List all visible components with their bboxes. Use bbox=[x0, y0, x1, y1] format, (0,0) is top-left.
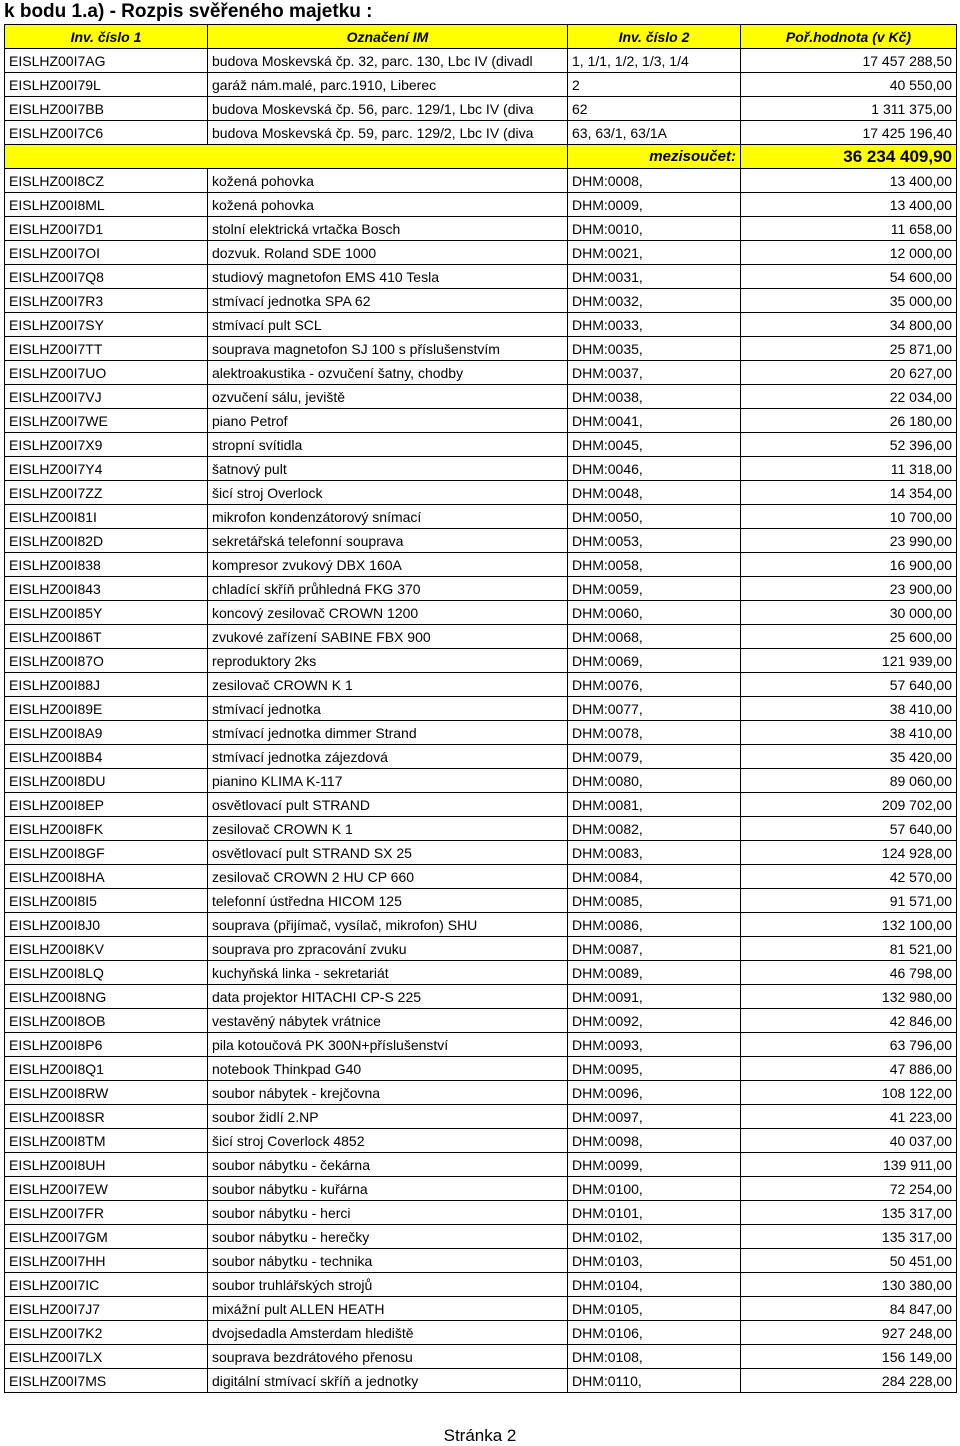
cell-value: 124 928,00 bbox=[741, 841, 957, 865]
cell-name: soubor nábytku - technika bbox=[208, 1249, 568, 1273]
cell-value: 23 900,00 bbox=[741, 577, 957, 601]
cell-value: 108 122,00 bbox=[741, 1081, 957, 1105]
cell-name: šicí stroj Coverlock 4852 bbox=[208, 1129, 568, 1153]
item-row bbox=[5, 169, 957, 193]
cell-name: zvukové zařízení SABINE FBX 900 bbox=[208, 625, 568, 649]
cell-value: 16 900,00 bbox=[741, 553, 957, 577]
cell-inv1: EISLHZ00I7Y4 bbox=[5, 457, 208, 481]
item-row bbox=[5, 1057, 957, 1081]
cell-value: 11 658,00 bbox=[741, 217, 957, 241]
cell-name: soubor nábytku - kuřárna bbox=[208, 1177, 568, 1201]
cell-inv2: DHM:0021, bbox=[568, 241, 741, 265]
item-row bbox=[5, 1009, 957, 1033]
cell-value: 41 223,00 bbox=[741, 1105, 957, 1129]
cell-inv1: EISLHZ00I8Q1 bbox=[5, 1057, 208, 1081]
building-row bbox=[5, 97, 957, 121]
cell-value: 156 149,00 bbox=[741, 1345, 957, 1369]
item-row bbox=[5, 193, 957, 217]
cell-inv1: EISLHZ00I7ZZ bbox=[5, 481, 208, 505]
cell-name: studiový magnetofon EMS 410 Tesla bbox=[208, 265, 568, 289]
item-row bbox=[5, 529, 957, 553]
cell-value: 35 420,00 bbox=[741, 745, 957, 769]
cell-inv2: DHM:0037, bbox=[568, 361, 741, 385]
item-row bbox=[5, 433, 957, 457]
cell-inv1: EISLHZ00I7X9 bbox=[5, 433, 208, 457]
cell-name: pila kotoučová PK 300N+příslušenství bbox=[208, 1033, 568, 1057]
item-row bbox=[5, 217, 957, 241]
cell-inv2: DHM:0048, bbox=[568, 481, 741, 505]
item-row bbox=[5, 961, 957, 985]
item-row bbox=[5, 481, 957, 505]
cell-inv1: EISLHZ00I8J0 bbox=[5, 913, 208, 937]
cell-inv2: DHM:0009, bbox=[568, 193, 741, 217]
cell-value: 91 571,00 bbox=[741, 889, 957, 913]
item-row bbox=[5, 937, 957, 961]
item-row bbox=[5, 1345, 957, 1369]
cell-value: 11 318,00 bbox=[741, 457, 957, 481]
item-row bbox=[5, 1249, 957, 1273]
cell-name: stmívací pult SCL bbox=[208, 313, 568, 337]
cell-inv2: DHM:0098, bbox=[568, 1129, 741, 1153]
cell-inv1: EISLHZ00I8P6 bbox=[5, 1033, 208, 1057]
cell-inv1: EISLHZ00I7AG bbox=[5, 49, 208, 73]
cell-value: 25 600,00 bbox=[741, 625, 957, 649]
cell-value: 52 396,00 bbox=[741, 433, 957, 457]
cell-inv2: DHM:0053, bbox=[568, 529, 741, 553]
item-row bbox=[5, 313, 957, 337]
cell-value: 57 640,00 bbox=[741, 673, 957, 697]
subtotal-label: mezisoučet: bbox=[568, 145, 741, 169]
item-row bbox=[5, 625, 957, 649]
cell-value: 209 702,00 bbox=[741, 793, 957, 817]
cell-value: 13 400,00 bbox=[741, 169, 957, 193]
cell-value: 89 060,00 bbox=[741, 769, 957, 793]
cell-name: sekretářská telefonní souprava bbox=[208, 529, 568, 553]
cell-value: 22 034,00 bbox=[741, 385, 957, 409]
cell-inv1: EISLHZ00I8FK bbox=[5, 817, 208, 841]
cell-inv1: EISLHZ00I8HA bbox=[5, 865, 208, 889]
cell-value: 132 980,00 bbox=[741, 985, 957, 1009]
cell-inv1: EISLHZ00I8UH bbox=[5, 1153, 208, 1177]
item-row bbox=[5, 649, 957, 673]
cell-name: piano Petrof bbox=[208, 409, 568, 433]
item-row bbox=[5, 1321, 957, 1345]
cell-value: 30 000,00 bbox=[741, 601, 957, 625]
cell-inv1: EISLHZ00I7R3 bbox=[5, 289, 208, 313]
cell-inv2: DHM:0093, bbox=[568, 1033, 741, 1057]
cell-inv1: EISLHZ00I82D bbox=[5, 529, 208, 553]
cell-inv1: EISLHZ00I7J7 bbox=[5, 1297, 208, 1321]
cell-value: 84 847,00 bbox=[741, 1297, 957, 1321]
cell-value: 17 457 288,50 bbox=[741, 49, 957, 73]
item-row bbox=[5, 1081, 957, 1105]
cell-inv1: EISLHZ00I8OB bbox=[5, 1009, 208, 1033]
cell-value: 42 570,00 bbox=[741, 865, 957, 889]
cell-inv2: DHM:0078, bbox=[568, 721, 741, 745]
cell-inv1: EISLHZ00I7LX bbox=[5, 1345, 208, 1369]
item-row bbox=[5, 841, 957, 865]
cell-inv2: DHM:0045, bbox=[568, 433, 741, 457]
item-row bbox=[5, 361, 957, 385]
cell-inv1: EISLHZ00I7D1 bbox=[5, 217, 208, 241]
cell-name: soubor truhlářských strojů bbox=[208, 1273, 568, 1297]
cell-value: 14 354,00 bbox=[741, 481, 957, 505]
cell-name: šicí stroj Overlock bbox=[208, 481, 568, 505]
cell-inv1: EISLHZ00I7HH bbox=[5, 1249, 208, 1273]
cell-name: souprava pro zpracování zvuku bbox=[208, 937, 568, 961]
cell-name: zesilovač CROWN K 1 bbox=[208, 673, 568, 697]
cell-name: budova Moskevská čp. 56, parc. 129/1, Lbc IV (diva bbox=[208, 97, 568, 121]
cell-name: notebook Thinkpad G40 bbox=[208, 1057, 568, 1081]
cell-value: 927 248,00 bbox=[741, 1321, 957, 1345]
cell-inv1: EISLHZ00I7TT bbox=[5, 337, 208, 361]
cell-inv1: EISLHZ00I8I5 bbox=[5, 889, 208, 913]
cell-inv2: DHM:0085, bbox=[568, 889, 741, 913]
cell-inv2: DHM:0060, bbox=[568, 601, 741, 625]
item-row bbox=[5, 817, 957, 841]
cell-inv2: DHM:0086, bbox=[568, 913, 741, 937]
cell-inv1: EISLHZ00I7C6 bbox=[5, 121, 208, 145]
item-row bbox=[5, 1177, 957, 1201]
column-header-inv1: Inv. číslo 1 bbox=[5, 25, 208, 49]
asset-table bbox=[4, 24, 957, 1393]
cell-value: 23 990,00 bbox=[741, 529, 957, 553]
cell-name: stmívací jednotka bbox=[208, 697, 568, 721]
item-row bbox=[5, 1297, 957, 1321]
item-row bbox=[5, 385, 957, 409]
cell-name: chladící skříň průhledná FKG 370 bbox=[208, 577, 568, 601]
cell-name: souprava magnetofon SJ 100 s příslušenstvím bbox=[208, 337, 568, 361]
cell-inv1: EISLHZ00I7GM bbox=[5, 1225, 208, 1249]
cell-inv2: DHM:0046, bbox=[568, 457, 741, 481]
item-row bbox=[5, 553, 957, 577]
cell-value: 35 000,00 bbox=[741, 289, 957, 313]
cell-inv2: DHM:0050, bbox=[568, 505, 741, 529]
cell-name: zesilovač CROWN 2 HU CP 660 bbox=[208, 865, 568, 889]
cell-name: garáž nám.malé, parc.1910, Liberec bbox=[208, 73, 568, 97]
cell-value: 1 311 375,00 bbox=[741, 97, 957, 121]
item-row bbox=[5, 289, 957, 313]
cell-name: telefonní ústředna HICOM 125 bbox=[208, 889, 568, 913]
cell-name: dozvuk. Roland SDE 1000 bbox=[208, 241, 568, 265]
cell-name: kuchyňská linka - sekretariát bbox=[208, 961, 568, 985]
cell-inv1: EISLHZ00I8NG bbox=[5, 985, 208, 1009]
item-row bbox=[5, 505, 957, 529]
cell-inv2: DHM:0095, bbox=[568, 1057, 741, 1081]
cell-inv2: DHM:0096, bbox=[568, 1081, 741, 1105]
cell-inv2: DHM:0097, bbox=[568, 1105, 741, 1129]
cell-value: 72 254,00 bbox=[741, 1177, 957, 1201]
cell-value: 25 871,00 bbox=[741, 337, 957, 361]
cell-inv1: EISLHZ00I8TM bbox=[5, 1129, 208, 1153]
cell-name: soubor židlí 2.NP bbox=[208, 1105, 568, 1129]
cell-inv2: 63, 63/1, 63/1A bbox=[568, 121, 741, 145]
cell-inv1: EISLHZ00I87O bbox=[5, 649, 208, 673]
subtotal-spacer bbox=[5, 145, 568, 169]
cell-name: vestavěný nábytek vrátnice bbox=[208, 1009, 568, 1033]
cell-inv2: DHM:0069, bbox=[568, 649, 741, 673]
cell-inv1: EISLHZ00I7SY bbox=[5, 313, 208, 337]
cell-inv2: DHM:0035, bbox=[568, 337, 741, 361]
cell-name: stmívací jednotka SPA 62 bbox=[208, 289, 568, 313]
item-row bbox=[5, 1225, 957, 1249]
cell-inv2: DHM:0083, bbox=[568, 841, 741, 865]
cell-value: 57 640,00 bbox=[741, 817, 957, 841]
cell-value: 54 600,00 bbox=[741, 265, 957, 289]
cell-inv2: 1, 1/1, 1/2, 1/3, 1/4 bbox=[568, 49, 741, 73]
cell-inv1: EISLHZ00I7MS bbox=[5, 1369, 208, 1393]
building-row bbox=[5, 49, 957, 73]
cell-name: souprava (přijímač, vysílač, mikrofon) SHU bbox=[208, 913, 568, 937]
cell-inv1: EISLHZ00I838 bbox=[5, 553, 208, 577]
cell-name: souprava bezdrátového přenosu bbox=[208, 1345, 568, 1369]
cell-name: dvojsedadla Amsterdam hlediště bbox=[208, 1321, 568, 1345]
item-row bbox=[5, 1369, 957, 1393]
cell-inv1: EISLHZ00I8GF bbox=[5, 841, 208, 865]
cell-inv1: EISLHZ00I7FR bbox=[5, 1201, 208, 1225]
cell-inv2: 2 bbox=[568, 73, 741, 97]
item-row bbox=[5, 697, 957, 721]
cell-name: soubor nábytku - čekárna bbox=[208, 1153, 568, 1177]
cell-inv2: DHM:0032, bbox=[568, 289, 741, 313]
cell-inv2: DHM:0082, bbox=[568, 817, 741, 841]
cell-inv1: EISLHZ00I8B4 bbox=[5, 745, 208, 769]
cell-inv2: DHM:0041, bbox=[568, 409, 741, 433]
item-row bbox=[5, 337, 957, 361]
item-row bbox=[5, 1273, 957, 1297]
cell-inv2: DHM:0104, bbox=[568, 1273, 741, 1297]
item-row bbox=[5, 889, 957, 913]
cell-inv2: DHM:0031, bbox=[568, 265, 741, 289]
cell-inv2: DHM:0038, bbox=[568, 385, 741, 409]
cell-inv1: EISLHZ00I7EW bbox=[5, 1177, 208, 1201]
cell-inv1: EISLHZ00I843 bbox=[5, 577, 208, 601]
cell-inv2: DHM:0087, bbox=[568, 937, 741, 961]
cell-inv1: EISLHZ00I88J bbox=[5, 673, 208, 697]
cell-inv1: EISLHZ00I89E bbox=[5, 697, 208, 721]
cell-name: ozvučení sálu, jeviště bbox=[208, 385, 568, 409]
cell-value: 20 627,00 bbox=[741, 361, 957, 385]
cell-inv2: DHM:0099, bbox=[568, 1153, 741, 1177]
cell-name: stropní svítidla bbox=[208, 433, 568, 457]
cell-inv1: EISLHZ00I79L bbox=[5, 73, 208, 97]
cell-value: 50 451,00 bbox=[741, 1249, 957, 1273]
cell-inv2: 62 bbox=[568, 97, 741, 121]
cell-value: 132 100,00 bbox=[741, 913, 957, 937]
item-row bbox=[5, 601, 957, 625]
page-title: k bodu 1.a) - Rozpis svěřeného majetku : bbox=[4, 1, 373, 22]
cell-value: 139 911,00 bbox=[741, 1153, 957, 1177]
cell-value: 34 800,00 bbox=[741, 313, 957, 337]
table-header-row bbox=[5, 25, 957, 49]
item-row bbox=[5, 745, 957, 769]
cell-name: soubor nábytek - krejčovna bbox=[208, 1081, 568, 1105]
cell-inv1: EISLHZ00I7WE bbox=[5, 409, 208, 433]
cell-inv2: DHM:0100, bbox=[568, 1177, 741, 1201]
cell-name: stolní elektrická vrtačka Bosch bbox=[208, 217, 568, 241]
cell-value: 284 228,00 bbox=[741, 1369, 957, 1393]
cell-value: 10 700,00 bbox=[741, 505, 957, 529]
cell-name: stmívací jednotka dimmer Strand bbox=[208, 721, 568, 745]
cell-value: 26 180,00 bbox=[741, 409, 957, 433]
item-row bbox=[5, 1201, 957, 1225]
building-row bbox=[5, 121, 957, 145]
item-row bbox=[5, 241, 957, 265]
cell-inv2: DHM:0077, bbox=[568, 697, 741, 721]
building-row bbox=[5, 73, 957, 97]
cell-name: kompresor zvukový DBX 160A bbox=[208, 553, 568, 577]
cell-inv1: EISLHZ00I8LQ bbox=[5, 961, 208, 985]
cell-value: 47 886,00 bbox=[741, 1057, 957, 1081]
cell-inv2: DHM:0102, bbox=[568, 1225, 741, 1249]
cell-inv1: EISLHZ00I7OI bbox=[5, 241, 208, 265]
cell-name: soubor nábytku - herci bbox=[208, 1201, 568, 1225]
cell-name: digitální stmívací skříň a jednotky bbox=[208, 1369, 568, 1393]
cell-inv2: DHM:0101, bbox=[568, 1201, 741, 1225]
item-row bbox=[5, 673, 957, 697]
item-row bbox=[5, 265, 957, 289]
cell-inv1: EISLHZ00I8ML bbox=[5, 193, 208, 217]
cell-name: kožená pohovka bbox=[208, 193, 568, 217]
subtotal-row bbox=[5, 145, 957, 169]
cell-inv2: DHM:0091, bbox=[568, 985, 741, 1009]
cell-value: 135 317,00 bbox=[741, 1225, 957, 1249]
cell-inv2: DHM:0105, bbox=[568, 1297, 741, 1321]
item-row bbox=[5, 865, 957, 889]
cell-inv2: DHM:0076, bbox=[568, 673, 741, 697]
cell-inv1: EISLHZ00I8RW bbox=[5, 1081, 208, 1105]
cell-value: 130 380,00 bbox=[741, 1273, 957, 1297]
item-row bbox=[5, 1105, 957, 1129]
cell-inv1: EISLHZ00I81I bbox=[5, 505, 208, 529]
cell-value: 40 550,00 bbox=[741, 73, 957, 97]
item-row bbox=[5, 721, 957, 745]
item-row bbox=[5, 1033, 957, 1057]
cell-name: zesilovač CROWN K 1 bbox=[208, 817, 568, 841]
cell-name: data projektor HITACHI CP-S 225 bbox=[208, 985, 568, 1009]
cell-inv2: DHM:0108, bbox=[568, 1345, 741, 1369]
cell-value: 135 317,00 bbox=[741, 1201, 957, 1225]
column-header-name: Označení IM bbox=[208, 25, 568, 49]
cell-inv1: EISLHZ00I7VJ bbox=[5, 385, 208, 409]
item-row bbox=[5, 1129, 957, 1153]
subtotal-value: 36 234 409,90 bbox=[741, 145, 957, 169]
cell-inv1: EISLHZ00I8CZ bbox=[5, 169, 208, 193]
cell-name: koncový zesilovač CROWN 1200 bbox=[208, 601, 568, 625]
column-header-inv2: Inv. číslo 2 bbox=[568, 25, 741, 49]
cell-inv2: DHM:0079, bbox=[568, 745, 741, 769]
cell-name: osvětlovací pult STRAND SX 25 bbox=[208, 841, 568, 865]
cell-inv1: EISLHZ00I7Q8 bbox=[5, 265, 208, 289]
item-row bbox=[5, 409, 957, 433]
cell-inv2: DHM:0080, bbox=[568, 769, 741, 793]
cell-value: 46 798,00 bbox=[741, 961, 957, 985]
cell-value: 17 425 196,40 bbox=[741, 121, 957, 145]
cell-name: mixážní pult ALLEN HEATH bbox=[208, 1297, 568, 1321]
cell-name: stmívací jednotka zájezdová bbox=[208, 745, 568, 769]
cell-value: 38 410,00 bbox=[741, 721, 957, 745]
cell-name: pianino KLIMA K-117 bbox=[208, 769, 568, 793]
cell-inv2: DHM:0008, bbox=[568, 169, 741, 193]
cell-value: 121 939,00 bbox=[741, 649, 957, 673]
cell-inv1: EISLHZ00I7IC bbox=[5, 1273, 208, 1297]
item-row bbox=[5, 769, 957, 793]
cell-name: osvětlovací pult STRAND bbox=[208, 793, 568, 817]
item-row bbox=[5, 793, 957, 817]
page-footer: Stránka 2 bbox=[443, 1426, 517, 1445]
cell-value: 12 000,00 bbox=[741, 241, 957, 265]
cell-name: reproduktory 2ks bbox=[208, 649, 568, 673]
cell-inv2: DHM:0033, bbox=[568, 313, 741, 337]
cell-name: soubor nábytku - herečky bbox=[208, 1225, 568, 1249]
cell-inv2: DHM:0103, bbox=[568, 1249, 741, 1273]
cell-value: 63 796,00 bbox=[741, 1033, 957, 1057]
item-row bbox=[5, 457, 957, 481]
cell-inv1: EISLHZ00I86T bbox=[5, 625, 208, 649]
cell-inv1: EISLHZ00I8KV bbox=[5, 937, 208, 961]
cell-inv2: DHM:0089, bbox=[568, 961, 741, 985]
cell-inv1: EISLHZ00I7K2 bbox=[5, 1321, 208, 1345]
column-header-value: Poř.hodnota (v Kč) bbox=[741, 25, 957, 49]
cell-inv2: DHM:0010, bbox=[568, 217, 741, 241]
item-row bbox=[5, 985, 957, 1009]
cell-inv2: DHM:0081, bbox=[568, 793, 741, 817]
cell-inv2: DHM:0068, bbox=[568, 625, 741, 649]
cell-inv1: EISLHZ00I8A9 bbox=[5, 721, 208, 745]
cell-inv2: DHM:0059, bbox=[568, 577, 741, 601]
cell-inv1: EISLHZ00I85Y bbox=[5, 601, 208, 625]
item-row bbox=[5, 913, 957, 937]
item-row bbox=[5, 1153, 957, 1177]
asset-table-body bbox=[5, 25, 957, 1393]
cell-name: budova Moskevská čp. 59, parc. 129/2, Lbc IV (diva bbox=[208, 121, 568, 145]
cell-inv1: EISLHZ00I7BB bbox=[5, 97, 208, 121]
cell-value: 81 521,00 bbox=[741, 937, 957, 961]
cell-inv1: EISLHZ00I8DU bbox=[5, 769, 208, 793]
cell-inv1: EISLHZ00I8SR bbox=[5, 1105, 208, 1129]
cell-name: šatnový pult bbox=[208, 457, 568, 481]
cell-inv2: DHM:0058, bbox=[568, 553, 741, 577]
cell-name: mikrofon kondenzátorový snímací bbox=[208, 505, 568, 529]
item-row bbox=[5, 577, 957, 601]
cell-inv2: DHM:0084, bbox=[568, 865, 741, 889]
cell-value: 42 846,00 bbox=[741, 1009, 957, 1033]
cell-inv2: DHM:0092, bbox=[568, 1009, 741, 1033]
cell-value: 40 037,00 bbox=[741, 1129, 957, 1153]
cell-value: 13 400,00 bbox=[741, 193, 957, 217]
cell-name: budova Moskevská čp. 32, parc. 130, Lbc IV (divadl bbox=[208, 49, 568, 73]
cell-value: 38 410,00 bbox=[741, 697, 957, 721]
cell-inv1: EISLHZ00I7UO bbox=[5, 361, 208, 385]
cell-name: alektroakustika - ozvučení šatny, chodby bbox=[208, 361, 568, 385]
cell-inv2: DHM:0110, bbox=[568, 1369, 741, 1393]
cell-inv2: DHM:0106, bbox=[568, 1321, 741, 1345]
cell-name: kožená pohovka bbox=[208, 169, 568, 193]
cell-inv1: EISLHZ00I8EP bbox=[5, 793, 208, 817]
